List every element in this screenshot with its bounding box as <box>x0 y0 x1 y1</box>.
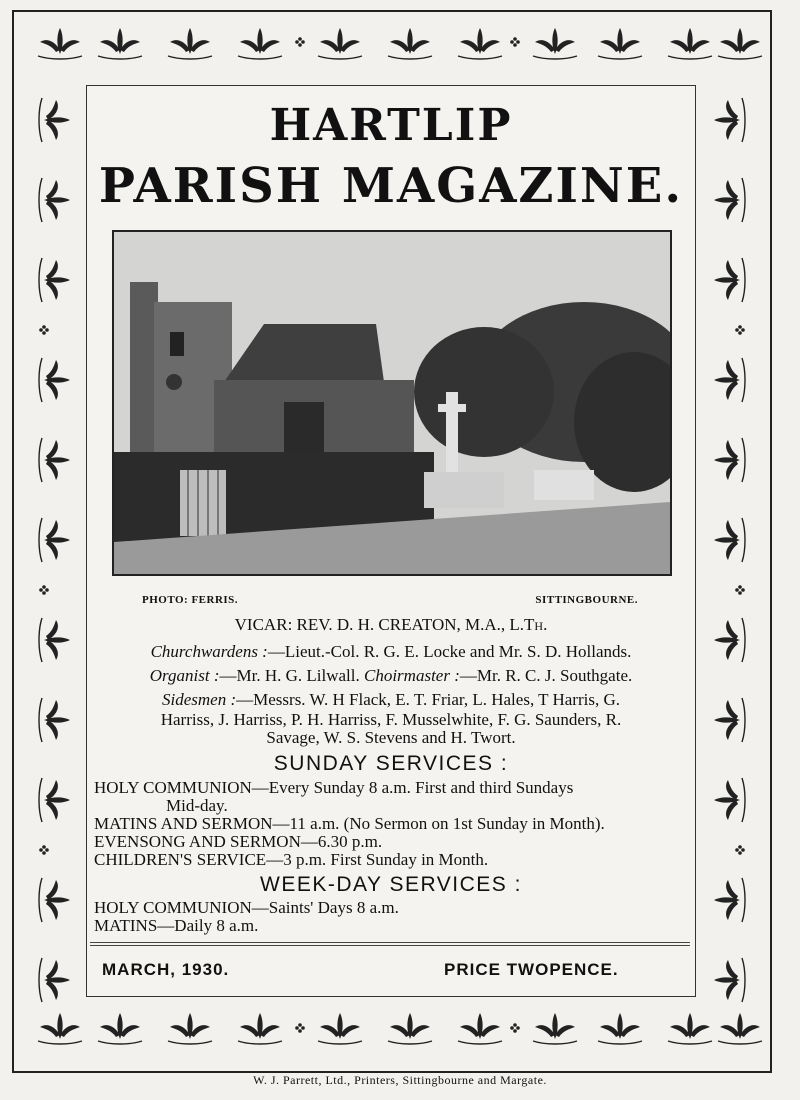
sidesmen-line2: Harriss, J. Harriss, P. H. Harriss, F. Musselwhite, F. G. Saunders, R. <box>160 710 622 729</box>
choirmaster-label: Choirmaster : <box>364 666 460 685</box>
organist-line <box>86 666 696 686</box>
choirmaster-name: —Mr. R. C. J. Southgate. <box>459 666 633 685</box>
organist-name: —Mr. H. G. Lilwall. <box>219 666 360 685</box>
sunday-item-2: MATINS AND SERMON—11 a.m. (No Sermon on 1st Sunday in Month). <box>94 814 605 833</box>
weekday-item-2: MATINS—Daily 8 a.m. <box>94 916 259 935</box>
sunday-services-heading: SUNDAY SERVICES : <box>273 752 509 775</box>
title-line1: HARTLIP <box>269 100 513 151</box>
vicar-line: VICAR: REV. D. H. CREATON, M.A., L.Th. <box>234 615 548 634</box>
title-line2: PARISH MAGAZINE. <box>98 158 684 214</box>
sunday-item-1: HOLY COMMUNION—Every Sunday 8 a.m. First and third Sundays <box>94 778 574 797</box>
churchwardens-names: —Lieut.-Col. R. G. E. Locke and Mr. S. D. Hollands. <box>267 642 632 661</box>
photo-credit-right: SITTINGBOURNE. <box>535 594 638 606</box>
sidesmen-label: Sidesmen : <box>162 690 237 709</box>
photo-credit-left: PHOTO: FERRIS. <box>142 594 239 606</box>
church-photo <box>112 230 672 576</box>
sidesmen-line3: Savage, W. S. Stevens and H. Twort. <box>266 728 516 747</box>
footer-rule-top <box>90 942 690 943</box>
weekday-services-heading: WEEK-DAY SERVICES : <box>260 873 522 896</box>
churchwardens-line <box>86 642 696 662</box>
sidesmen-names-1: —Messrs. W. H Flack, E. T. Friar, L. Hales, T Harris, G. <box>236 690 620 709</box>
sunday-item-1-cont: Mid-day. <box>166 796 228 815</box>
vicar-label: VICAR <box>234 615 288 634</box>
sunday-item-3: EVENSONG AND SERMON—6.30 p.m. <box>94 832 383 851</box>
issue-date: MARCH, 1930. <box>102 960 230 979</box>
footer-rule-bottom <box>90 945 690 946</box>
weekday-item-1: HOLY COMMUNION—Saints' Days 8 a.m. <box>94 898 399 917</box>
organist-label: Organist : <box>149 666 220 685</box>
sidesmen-line1 <box>86 690 696 710</box>
sunday-item-4: CHILDREN'S SERVICE—3 p.m. First Sunday in Month. <box>94 850 489 869</box>
issue-price: PRICE TWOPENCE. <box>444 960 619 979</box>
churchwardens-label: Churchwardens : <box>150 642 268 661</box>
vicar-name: REV. D. H. CREATON, M.A., L.Th. <box>296 615 548 634</box>
printer-credit: W. J. Parrett, Ltd., Printers, Sittingbourne and Margate. <box>253 1073 547 1087</box>
